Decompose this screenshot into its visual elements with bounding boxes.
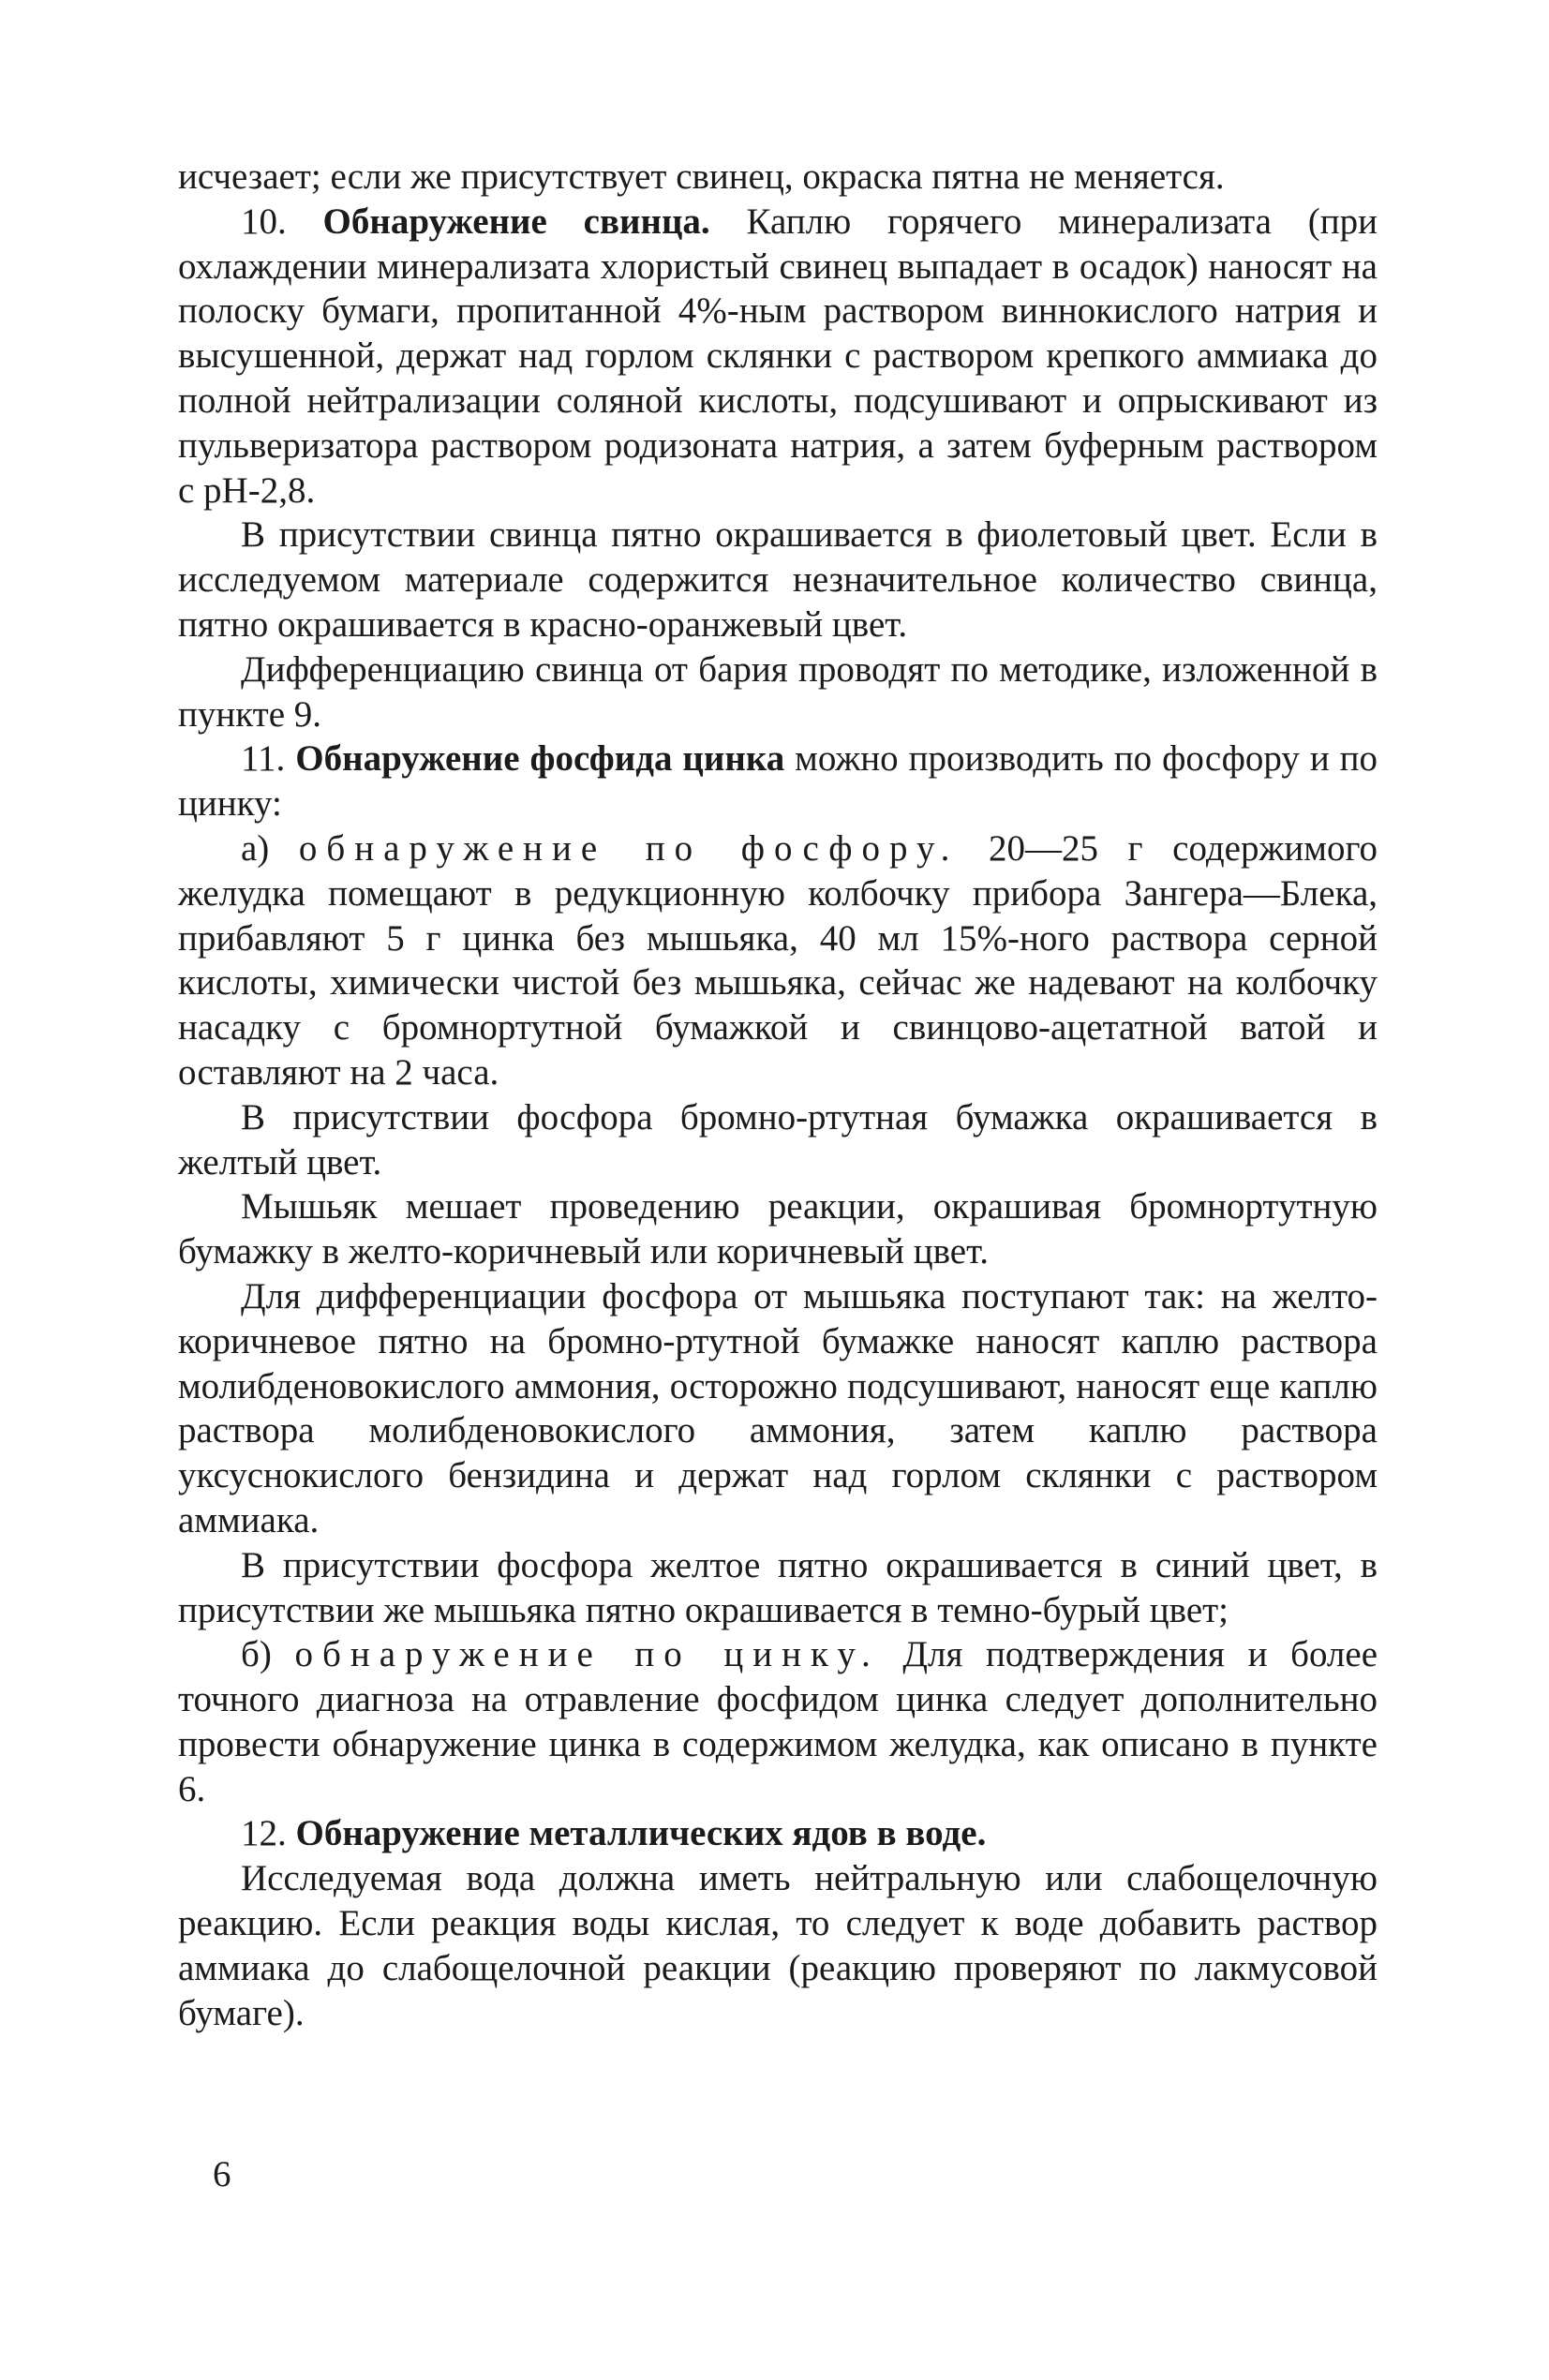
section-11b-label: б) [241,1634,272,1675]
section-11a-differentiation: Для дифференциации фосфора от мышьяка поступают так: на желто-коричневое пятно на бромно-ртутной бумажке наносят каплю раствора молибденовокислого аммония, осторожно подсушивают, наносят еще каплю раствора молибденовокислого аммония, затем каплю раствора уксуснокислого бензидина и держат над горлом склянки с раствором аммиака. [178,1275,1378,1540]
section-10-title: Обнаружение свинца. [322,201,710,242]
section-11-paragraph [178,736,1378,826]
section-11a-text: 20—25 г содержимого желудка помещают в редукционную колбочку прибора Зангера—Блека, прибавляют 5 г цинка без мышьяка, 40 мл 15%-ного раствора серной кислоты, химически чистой без мышьяка, сейчас же надевают на колбочку насадку с бромнортутной бумажкой и свинцово-ацетатной ватой и оставляют на 2 часа. [178,827,1378,1093]
section-11b-spaced-heading: обнаружение по цинку. [294,1634,880,1675]
section-11b-text: Для подтверждения и более точного диагноза на отравление фосфидом цинка следует дополнительно провести обнаружение цинка в содержимом желудка, как описано в пункте 6. [178,1634,1378,1809]
section-10-paragraph [178,200,1378,513]
paragraph-continuation: исчезает; если же присутствует свинец, окраска пятна не меняется. [178,156,1225,197]
section-10-text: Каплю горячего минерализата (при охлаждении минерализата хлористый свинец выпадает в осадок) наносят на полоску бумаги, пропитанной 4%-ным раствором виннокислого натрия и высушенной, держат над горлом склянки с раствором крепкого аммиака до полной нейтрализации соляной кислоты, подсушивают и опрыскивают из пульверизатора раствором родизоната натрия, а затем буферным раствором с pH-2,8. [178,201,1378,511]
section-11a-label: а) [241,827,270,869]
section-10-number: 10. [241,201,287,242]
section-11-text: можно производить по фосфору и по цинку: [178,738,1378,825]
section-12-text: Исследуемая вода должна иметь нейтральную или слабощелочную реакцию. Если реакция воды кислая, то следует к воде добавить раствор аммиака до слабощелочной реакции (реакцию проверяют по лакмусовой бумаге). [178,1858,1378,2033]
section-11a-spaced-heading: обнаружение по фосфору. [298,827,960,869]
section-11a-arsenic-note: Мышьяк мешает проведению реакции, окрашивая бромнортутную бумажку в желто-коричневый или коричневый цвет. [178,1186,1378,1272]
section-10-differentiation: Дифференциацию свинца от бария проводят по методике, изложенной в пункте 9. [178,648,1378,735]
page-body [178,155,1378,2035]
section-11a-colors: В присутствии фосфора желтое пятно окрашивается в синий цвет, в присутствии же мышьяка пятно окрашивается в темно-бурый цвет; [178,1544,1378,1630]
section-11a-result: В присутствии фосфора бромно-ртутная бумажка окрашивается в желтый цвет. [178,1096,1378,1183]
section-11-number: 11. [241,738,286,780]
section-12-paragraph [178,1811,1378,1856]
section-12-title: Обнаружение металлических ядов в воде. [295,1813,987,1854]
section-11-title: Обнаружение фосфида цинка [295,738,785,780]
section-11b-paragraph [178,1632,1378,1811]
section-12-number: 12. [241,1813,287,1854]
section-11a-paragraph [178,826,1378,1095]
page-number: 6 [213,2154,231,2194]
section-10-result: В присутствии свинца пятно окрашивается в фиолетовый цвет. Если в исследуемом материале содержится незначительное количество свинца, пятно окрашивается в красно-оранжевый цвет. [178,514,1378,645]
